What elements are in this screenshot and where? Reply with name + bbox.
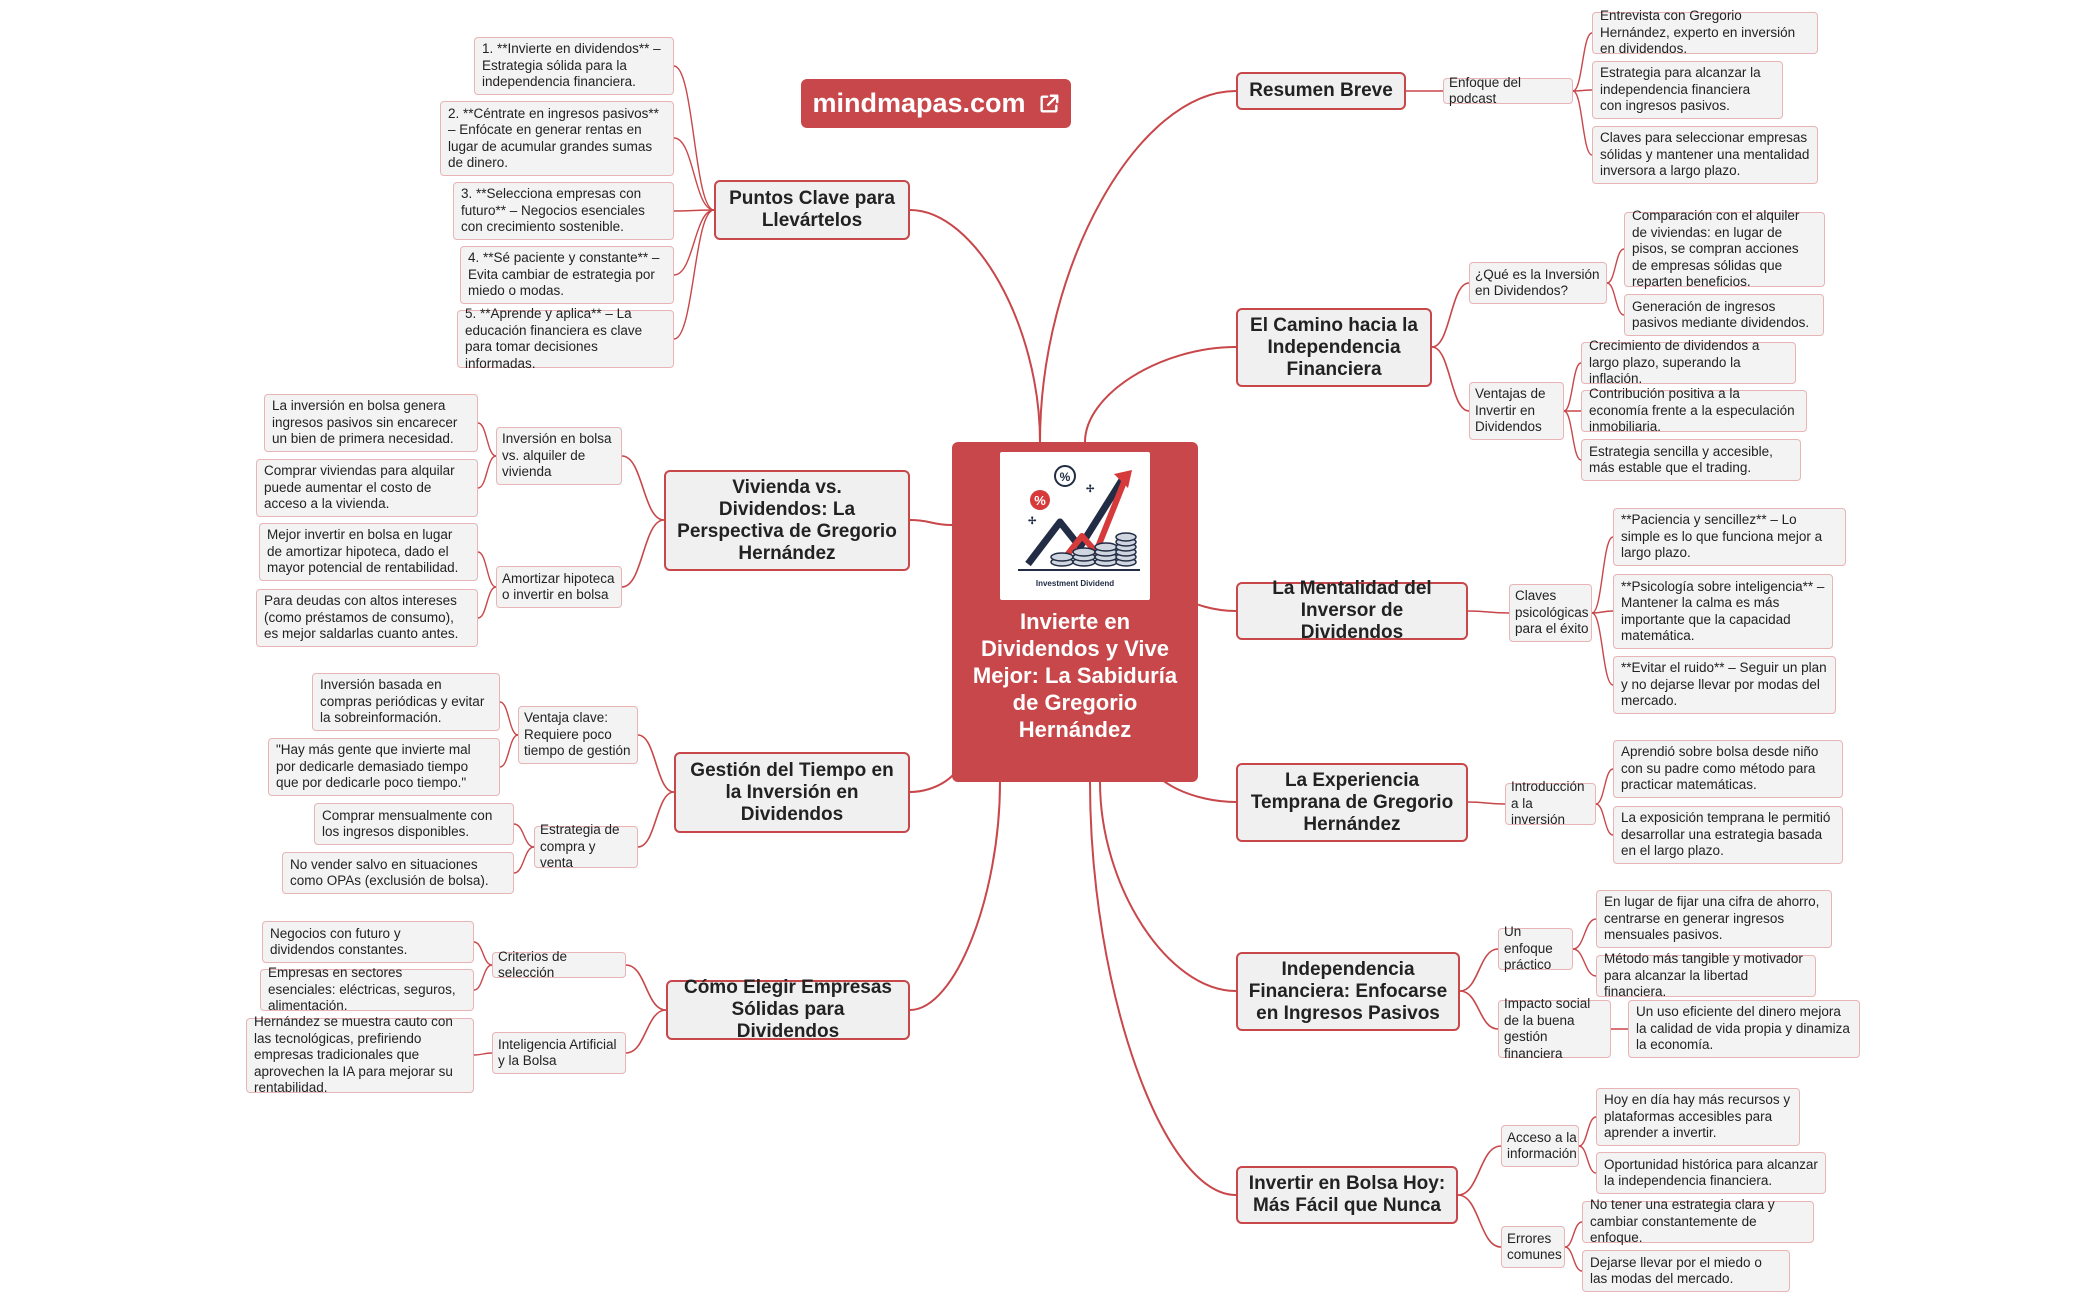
link-acceso-leaf-1 (1579, 1146, 1596, 1173)
leaf-errores-1[interactable]: No tener una estrategia clara y cambiar constantemente de enfoque. (1582, 1201, 1814, 1243)
branch-invertir-bolsa-hoy[interactable]: Invertir en Bolsa Hoy: Más Fácil que Nunca (1236, 1166, 1458, 1224)
leaf-amortizar-2[interactable]: Para deudas con altos intereses (como préstamos de consumo), es mejor saldarlas cuanto antes. (256, 589, 478, 647)
leaf-enfoque-1[interactable]: En lugar de fijar una cifra de ahorro, centrarse en generar ingresos mensuales pasivos. (1596, 890, 1832, 948)
brand-link-button[interactable] (801, 79, 1071, 128)
link-tiempo-sub1 (638, 735, 674, 792)
leaf-experiencia-1[interactable]: Aprendió sobre bolsa desde niño con su padre como método para practicar matemáticas. (1613, 740, 1843, 798)
link-vivienda2-leaf-0 (478, 552, 496, 587)
branch-gestion-tiempo[interactable]: Gestión del Tiempo en la Inversión en Dividendos (674, 752, 910, 833)
link-independencia-sub1 (1460, 949, 1498, 991)
link-resumen-leaf-0 (1573, 33, 1592, 91)
leaf-mentalidad-2[interactable]: **Psicología sobre inteligencia** – Mantener la calma es más importante que la capacidad matemática. (1613, 574, 1833, 649)
branch-mentalidad-inversor[interactable]: La Mentalidad del Inversor de Dividendos (1236, 582, 1468, 640)
link-mentalidad-leaf-2 (1592, 613, 1613, 685)
link-bolsa-sub1 (1458, 1146, 1501, 1195)
leaf-acceso-1[interactable]: Hoy en día hay más recursos y plataformas accesibles para aprender a invertir. (1596, 1088, 1800, 1146)
sub-introduccion-inversion[interactable]: Introducción a la inversión (1505, 783, 1596, 825)
link-vivienda1-leaf-1 (478, 456, 496, 488)
link-puntos-leaf-2 (674, 210, 714, 211)
leaf-ventaja-2[interactable]: "Hay más gente que invierte mal por dedicarle demasiado tiempo que por dedicarle poco tiempo." (268, 738, 500, 796)
branch-elegir-empresas[interactable]: Cómo Elegir Empresas Sólidas para Dividendos (666, 980, 910, 1040)
link-vivienda-sub2 (622, 520, 664, 587)
sub-acceso-informacion[interactable]: Acceso a la información (1501, 1125, 1579, 1167)
branch-camino-independencia[interactable]: El Camino hacia la Independencia Financiera (1236, 308, 1432, 387)
link-puntos-leaf-1 (674, 138, 714, 210)
sub-criterios-seleccion[interactable]: Criterios de selección (492, 952, 626, 978)
sub-ventaja-clave[interactable]: Ventaja clave: Requiere poco tiempo de gestión (518, 706, 638, 764)
link-acceso-leaf-0 (1579, 1117, 1596, 1146)
sub-impacto-social[interactable]: Impacto social de la buena gestión financiera (1498, 1000, 1611, 1058)
link-central-independencia (1100, 782, 1236, 991)
leaf-compra-2[interactable]: No vender salvo en situaciones como OPAs (exclusión de bolsa). (282, 852, 514, 894)
leaf-camino-1[interactable]: Comparación con el alquiler de viviendas: en lugar de pisos, se compran acciones de empresas sólidas que reparten beneficios. (1624, 212, 1825, 287)
branch-puntos-clave[interactable]: Puntos Clave para Llevártelos (714, 180, 910, 240)
svg-text:✢: ✢ (1028, 516, 1037, 527)
sub-bolsa-vs-alquiler[interactable]: Inversión en bolsa vs. alquiler de vivienda (496, 427, 622, 485)
leaf-acceso-2[interactable]: Oportunidad histórica para alcanzar la independencia financiera. (1596, 1152, 1826, 1194)
leaf-punto-4[interactable]: 4. **Sé paciente y constante** – Evita cambiar de estrategia por miedo o modas. (460, 246, 674, 304)
leaf-criterios-1[interactable]: Negocios con futuro y dividendos constantes. (262, 921, 474, 963)
link-puntos-leaf-0 (674, 66, 714, 210)
sub-ventajas-dividendos[interactable]: Ventajas de Invertir en Dividendos (1469, 382, 1564, 440)
link-camino1-leaf-1 (1607, 283, 1624, 315)
leaf-vivienda-1[interactable]: La inversión en bolsa genera ingresos pasivos sin encarecer un bien de primera necesidad. (264, 394, 478, 452)
link-errores-leaf-0 (1565, 1222, 1582, 1247)
leaf-punto-3[interactable]: 3. **Selecciona empresas con futuro** – Negocios esenciales con crecimiento sostenible. (453, 182, 674, 240)
link-criterios-leaf-0 (474, 942, 492, 965)
leaf-criterios-2[interactable]: Empresas en sectores esenciales: eléctricas, seguros, alimentación. (260, 969, 474, 1011)
central-title: Invierte en Dividendos y Vive Mejor: La Sabiduría de Gregorio Hernández (972, 609, 1178, 742)
link-vivienda1-leaf-0 (478, 423, 496, 456)
leaf-resumen-3[interactable]: Claves para seleccionar empresas sólidas y mantener una mentalidad inversora a largo plazo. (1592, 126, 1818, 184)
external-link-icon (1038, 93, 1060, 115)
link-tiempo1-leaf-0 (500, 702, 518, 735)
link-experiencia-sub (1468, 802, 1505, 804)
image-caption: Investment Dividend (1035, 579, 1115, 588)
sub-claves-psicologicas[interactable]: Claves psicológicas para el éxito (1509, 584, 1592, 642)
link-vivienda2-leaf-1 (478, 587, 496, 618)
leaf-mentalidad-1[interactable]: **Paciencia y sencillez** – Lo simple es lo que funciona mejor a largo plazo. (1613, 508, 1846, 566)
leaf-camino-2[interactable]: Generación de ingresos pasivos mediante dividendos. (1624, 294, 1824, 336)
link-vivienda-sub1 (622, 456, 664, 520)
sub-enfoque-practico[interactable]: Un enfoque práctico (1498, 928, 1573, 970)
leaf-punto-2[interactable]: 2. **Céntrate en ingresos pasivos** – Enfócate en generar rentas en lugar de acumular grandes sumas de dinero. (440, 101, 674, 176)
link-tiempo1-leaf-1 (500, 735, 518, 767)
link-puntos-leaf-3 (674, 210, 714, 275)
central-topic[interactable] (952, 442, 1198, 782)
link-independencia-sub2 (1460, 991, 1498, 1029)
leaf-ventajas-1[interactable]: Crecimiento de dividendos a largo plazo, superando la inflación. (1581, 342, 1796, 384)
link-tiempo2-leaf-0 (514, 824, 534, 847)
leaf-impacto-1[interactable]: Un uso eficiente del dinero mejora la calidad de vida propia y dinamiza la economía. (1628, 1000, 1860, 1058)
link-resumen-leaf-2 (1573, 91, 1592, 155)
svg-text:%: % (1034, 493, 1046, 508)
brand-text: mindmapas.com (812, 88, 1026, 118)
link-central-elegir (910, 782, 1000, 1010)
investment-dividend-illustration (1000, 452, 1150, 600)
sub-compra-venta[interactable]: Estrategia de compra y venta (534, 826, 638, 868)
leaf-enfoque-2[interactable]: Método más tangible y motivador para alcanzar la libertad financiera. (1596, 955, 1816, 997)
link-tiempo-sub2 (638, 792, 674, 847)
link-central-vivienda (910, 520, 952, 525)
link-resumen-leaf-1 (1573, 90, 1592, 91)
link-bolsa-sub2 (1458, 1195, 1501, 1247)
link-camino2-leaf-2 (1564, 411, 1581, 460)
svg-text:%: % (1059, 470, 1071, 484)
link-central-puntos (910, 210, 1040, 442)
leaf-resumen-2[interactable]: Estrategia para alcanzar la independencia financiera con ingresos pasivos. (1592, 61, 1783, 119)
link-mentalidad-leaf-1 (1592, 611, 1613, 613)
sub-amortizar-hipoteca[interactable]: Amortizar hipoteca o invertir en bolsa (496, 566, 622, 608)
leaf-vivienda-2[interactable]: Comprar viviendas para alquilar puede aumentar el costo de acceso a la vivienda. (256, 459, 478, 517)
link-criterios-leaf-1 (474, 965, 492, 990)
leaf-mentalidad-3[interactable]: **Evitar el ruido** – Seguir un plan y no dejarse llevar por modas del mercado. (1613, 656, 1836, 714)
link-camino-sub1 (1432, 283, 1469, 347)
link-elegir-sub2 (626, 1010, 666, 1053)
link-central-bolsa (1090, 782, 1236, 1195)
link-enfoque-leaf-1 (1573, 949, 1596, 976)
leaf-errores-2[interactable]: Dejarse llevar por el miedo o las modas del mercado. (1582, 1250, 1790, 1292)
svg-text:✢: ✢ (1086, 484, 1095, 495)
link-camino1-leaf-0 (1607, 249, 1624, 283)
link-experiencia-leaf-1 (1596, 804, 1613, 835)
link-enfoque-leaf-0 (1573, 919, 1596, 949)
link-camino2-leaf-0 (1564, 363, 1581, 411)
link-experiencia-leaf-0 (1596, 769, 1613, 804)
sub-que-es-dividendos[interactable]: ¿Qué es la Inversión en Dividendos? (1469, 262, 1607, 304)
leaf-compra-1[interactable]: Comprar mensualmente con los ingresos disponibles. (314, 803, 514, 845)
leaf-ventajas-3[interactable]: Estrategia sencilla y accesible, más estable que el trading. (1581, 439, 1801, 481)
link-errores-leaf-1 (1565, 1247, 1582, 1271)
branch-resumen-breve[interactable]: Resumen Breve (1236, 72, 1406, 110)
leaf-resumen-1[interactable]: Entrevista con Gregorio Hernández, experto en inversión en dividendos. (1592, 12, 1818, 54)
leaf-punto-1[interactable]: 1. **Invierte en dividendos** – Estrategia sólida para la independencia financiera. (474, 37, 674, 95)
link-camino-sub2 (1432, 347, 1469, 411)
leaf-ventaja-1[interactable]: Inversión basada en compras periódicas y evitar la sobreinformación. (312, 673, 500, 731)
leaf-experiencia-2[interactable]: La exposición temprana le permitió desarrollar una estrategia basada en el largo plazo. (1613, 806, 1843, 864)
link-puntos-leaf-4 (674, 210, 714, 339)
link-central-resumen (1040, 91, 1236, 442)
sub-enfoque-podcast[interactable]: Enfoque del podcast (1443, 78, 1573, 104)
branch-experiencia-temprana[interactable]: La Experiencia Temprana de Gregorio Hernández (1236, 763, 1468, 842)
chart-growth-icon (1000, 452, 1150, 600)
link-ia-leaf-0 (474, 1053, 492, 1055)
sub-inteligencia-artificial[interactable]: Inteligencia Artificial y la Bolsa (492, 1032, 626, 1074)
leaf-ia-1[interactable]: Hernández se muestra cauto con las tecnológicas, prefiriendo empresas tradicionales que aprovechen la IA para mejorar su rentabilidad. (246, 1018, 474, 1093)
link-mentalidad-leaf-0 (1592, 537, 1613, 613)
link-central-camino (1085, 347, 1236, 442)
leaf-amortizar-1[interactable]: Mejor invertir en bolsa en lugar de amortizar hipoteca, dado el mayor potencial de rentabilidad. (259, 523, 478, 581)
branch-independencia-ingresos[interactable]: Independencia Financiera: Enfocarse en Ingresos Pasivos (1236, 952, 1460, 1031)
link-tiempo2-leaf-1 (514, 847, 534, 873)
link-mentalidad-sub (1468, 611, 1509, 613)
link-elegir-sub1 (626, 965, 666, 1010)
sub-errores-comunes[interactable]: Errores comunes (1501, 1226, 1565, 1268)
branch-vivienda-dividendos[interactable]: Vivienda vs. Dividendos: La Perspectiva de Gregorio Hernández (664, 470, 910, 571)
leaf-punto-5[interactable]: 5. **Aprende y aplica** – La educación financiera es clave para tomar decisiones informadas. (457, 310, 674, 368)
leaf-ventajas-2[interactable]: Contribución positiva a la economía frente a la especulación inmobiliaria. (1581, 390, 1807, 432)
